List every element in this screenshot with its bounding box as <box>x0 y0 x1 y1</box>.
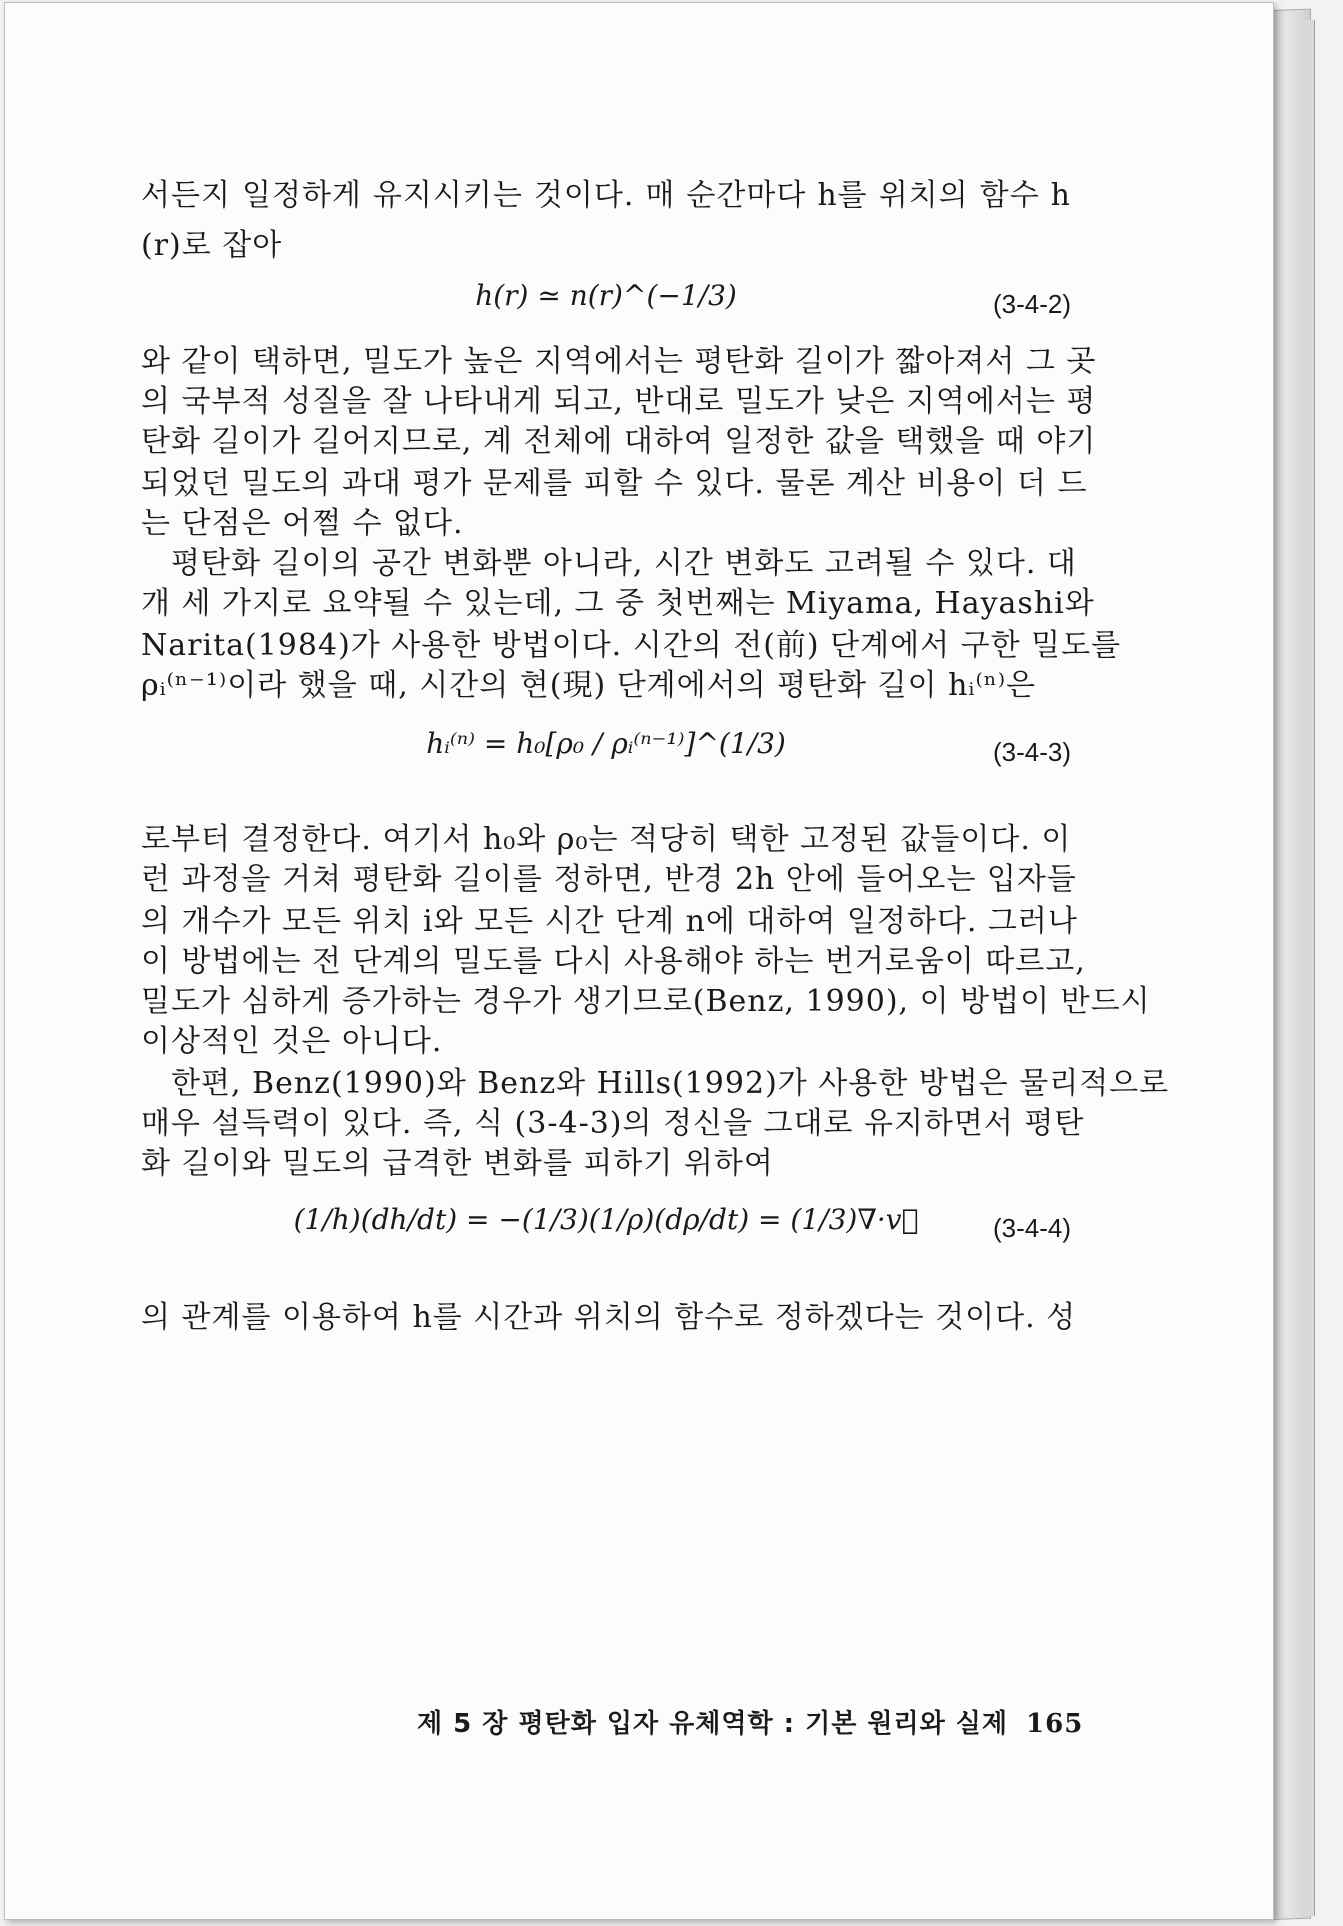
text-line: 한편, Benz(1990)와 Benz와 Hills(1992)가 사용한 방법은 물리적으로 <box>171 1066 1170 1101</box>
text-line: 런 과정을 거쳐 평탄화 길이를 정하면, 반경 2h 안에 들어오는 입자들 <box>141 862 1077 897</box>
running-title: 제 5 장 평탄화 입자 유체역학 : 기본 원리와 실제 <box>417 1709 1009 1739</box>
text-line: 의 국부적 성질을 잘 나타내게 되고, 반대로 밀도가 낮은 지역에서는 평 <box>141 384 1097 419</box>
equation-formula: (1/h)(dh/dt) = −(1/3)(1/ρ)(dρ/dt) = (1/3)∇·v⃗ <box>293 1203 919 1236</box>
text-line: 와 같이 택하면, 밀도가 높은 지역에서는 평탄화 길이가 짧아져서 그 곳 <box>141 344 1097 379</box>
running-footer <box>417 1703 1084 1740</box>
text-line: 의 개수가 모든 위치 i와 모든 시간 단계 n에 대하여 일정하다. 그러나 <box>141 904 1078 939</box>
text-line: 평탄화 길이의 공간 변화뿐 아니라, 시간 변화도 고려될 수 있다. 대 <box>171 546 1077 581</box>
text-line: 되었던 밀도의 과대 평가 문제를 피할 수 있다. 물론 계산 비용이 더 드 <box>141 466 1088 501</box>
equation-number: (3-4-2) <box>992 289 1071 319</box>
text-line: ρᵢ⁽ⁿ⁻¹⁾이라 했을 때, 시간의 현(現) 단계에서의 평탄화 길이 hᵢ⁽ⁿ⁾은 <box>141 668 1037 703</box>
text-line: 개 세 가지로 요약될 수 있는데, 그 중 첫번째는 Miyama, Hayashi와 <box>141 586 1095 621</box>
equation-number: (3-4-3) <box>992 737 1071 767</box>
text-line: Narita(1984)가 사용한 방법이다. 시간의 전(前) 단계에서 구한 밀도를 <box>141 628 1122 663</box>
equation-3-4-3 <box>141 727 1071 787</box>
text-line: 이상적인 것은 아니다. <box>141 1024 443 1059</box>
text-line: 로부터 결정한다. 여기서 h₀와 ρ₀는 적당히 택한 고정된 값들이다. 이 <box>141 822 1072 857</box>
text-line: 탄화 길이가 길어지므로, 계 전체에 대하여 일정한 값을 택했을 때 야기 <box>141 424 1097 459</box>
equation-3-4-2 <box>141 279 1071 339</box>
page-edge-inner <box>1300 20 1315 1916</box>
equation-3-4-4 <box>141 1203 1071 1263</box>
equation-formula: h(r) ≃ n(r)^(−1/3) <box>475 279 737 312</box>
text-line: 는 단점은 어쩔 수 없다. <box>141 506 464 541</box>
book-page <box>4 2 1274 1920</box>
text-line: 의 관계를 이용하여 h를 시간과 위치의 함수로 정하겠다는 것이다. 성 <box>141 1300 1077 1335</box>
text-line: (r)로 잡아 <box>141 228 283 263</box>
text-line: 이 방법에는 전 단계의 밀도를 다시 사용해야 하는 번거로움이 따르고, <box>141 944 1086 979</box>
text-line: 매우 설득력이 있다. 즉, 식 (3-4-3)의 정신을 그대로 유지하면서 평탄 <box>141 1106 1085 1141</box>
equation-formula: hᵢ⁽ⁿ⁾ = h₀[ρ₀ / ρᵢ⁽ⁿ⁻¹⁾]^(1/3) <box>426 727 786 760</box>
equation-number: (3-4-4) <box>992 1213 1071 1243</box>
text-line: 서든지 일정하게 유지시키는 것이다. 매 순간마다 h를 위치의 함수 h <box>141 178 1071 213</box>
text-line: 화 길이와 밀도의 급격한 변화를 피하기 위하여 <box>141 1146 774 1181</box>
page-number: 165 <box>1026 1709 1084 1739</box>
text-line: 밀도가 심하게 증가하는 경우가 생기므로(Benz, 1990), 이 방법이 반드시 <box>141 984 1151 1019</box>
